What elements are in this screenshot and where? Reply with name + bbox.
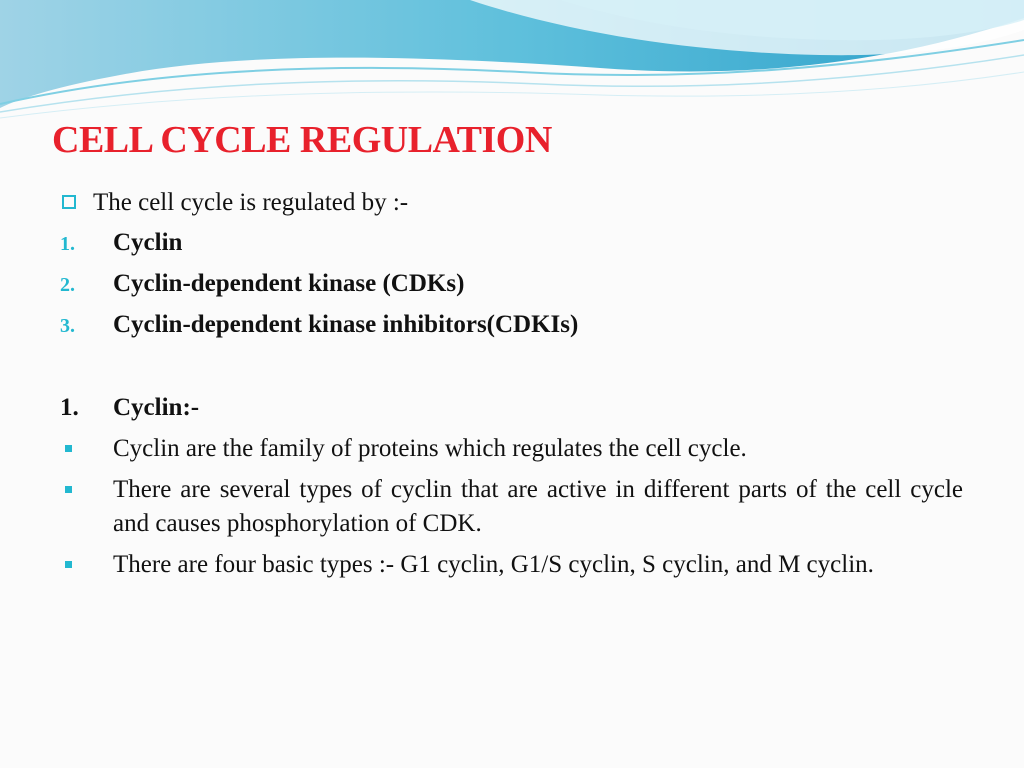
header-wave-decoration (0, 0, 1024, 120)
regulator-number: 3. (60, 315, 75, 337)
regulator-number: 1. (60, 233, 75, 255)
section-title: Cyclin:- (113, 394, 200, 421)
regulator-text: Cyclin (113, 229, 183, 256)
list-item (60, 432, 963, 466)
square-bullet-icon (65, 445, 72, 452)
regulator-number: 2. (60, 274, 75, 296)
list-item (60, 473, 963, 541)
bullet-text: There are several types of cyclin that are active in different parts of the cell cycle and causes phosphorylation of CDK. (113, 476, 963, 537)
regulator-text: Cyclin-dependent kinase inhibitors(CDKIs) (113, 311, 579, 338)
square-bullet-icon (65, 486, 72, 493)
bullet-text: There are four basic types :- G1 cyclin, G1/S cyclin, S cyclin, and M cyclin. (113, 551, 874, 578)
slide-title: CELL CYCLE REGULATION (52, 119, 552, 161)
square-bullet-icon (65, 561, 72, 568)
checkbox-bullet-icon (62, 195, 76, 209)
section-heading (60, 391, 200, 425)
section-number: 1. (60, 394, 79, 421)
list-item (60, 548, 963, 582)
cyclin-bullet-list (60, 432, 963, 589)
intro-text: The cell cycle is regulated by :- (93, 189, 409, 216)
intro-line (62, 186, 408, 220)
bullet-text: Cyclin are the family of proteins which regulates the cell cycle. (113, 435, 747, 462)
regulator-text: Cyclin-dependent kinase (CDKs) (113, 270, 465, 297)
